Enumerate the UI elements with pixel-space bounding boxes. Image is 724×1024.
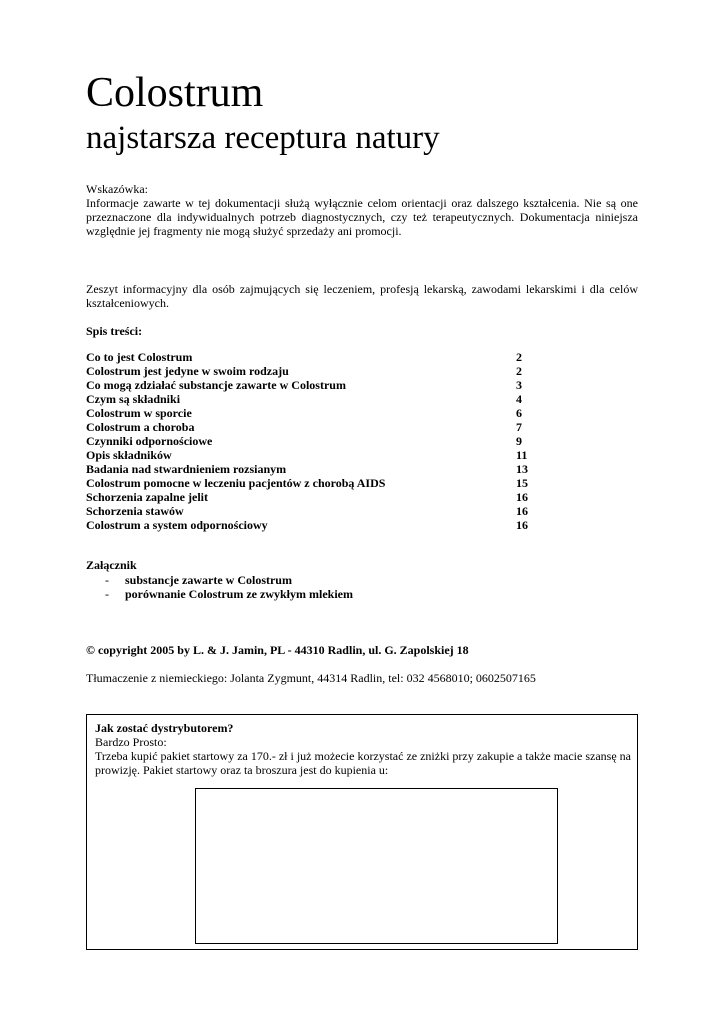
- intro-paragraph: Zeszyt informacyjny dla osób zajmujących się leczeniem, profesją lekarską, zawodami lekarskimi i dla celów kształceniowych.: [86, 282, 638, 310]
- annex-item: [86, 587, 353, 601]
- disclaimer-note: [86, 182, 638, 238]
- toc-item-title: Colostrum w sporcie: [86, 406, 192, 420]
- annex-list: [86, 573, 353, 601]
- annex-item-label: porównanie Colostrum ze zwykłym mlekiem: [125, 587, 353, 601]
- toc-item-page: 2: [516, 364, 522, 378]
- toc-item-page: 16: [516, 518, 528, 532]
- toc-item: [86, 476, 546, 490]
- toc-item-title: Colostrum a choroba: [86, 420, 195, 434]
- bullet-dash: -: [105, 573, 109, 587]
- toc-item-title: Co to jest Colostrum: [86, 350, 193, 364]
- distributor-answer: Bardzo Prosto:: [95, 735, 167, 749]
- toc-item-title: Badania nad stwardnieniem rozsianym: [86, 462, 287, 476]
- distributor-box: [86, 714, 638, 950]
- toc-item-title: Opis składników: [86, 448, 172, 462]
- toc-item: [86, 406, 546, 420]
- toc-item: [86, 350, 546, 364]
- toc-item: [86, 420, 546, 434]
- toc-item-page: 11: [516, 448, 528, 462]
- seller-stamp-area: [195, 788, 558, 944]
- document-page: [86, 68, 638, 685]
- toc-item-page: 9: [516, 434, 522, 448]
- toc-item: [86, 462, 546, 476]
- distributor-description: Trzeba kupić pakiet startowy za 170.- zł i już możecie korzystać ze zniżki przy zakupie a także macie szansę na prowizję. Pakiet startowy oraz ta broszura jest do kupienia u:: [95, 749, 631, 777]
- toc-item: [86, 364, 546, 378]
- toc-item: [86, 504, 546, 518]
- toc-item-page: 16: [516, 490, 528, 504]
- copyright-line: © copyright 2005 by L. & J. Jamin, PL - 44310 Radlin, ul. G. Zapolskiej 18: [86, 643, 469, 657]
- toc-item-title: Schorzenia zapalne jelit: [86, 490, 208, 504]
- toc-item: [86, 378, 546, 392]
- note-text: Informacje zawarte w tej dokumentacji służą wyłącznie celom orientacji oraz dalszego kształcenia. Nie są one przeznaczone dla indywidualnych potrzeb diagnostycznych, czy też terapeutycznych. Dokumentacja niniejsza względnie jej fragmenty nie mogą służyć sprzedaży ani promocji.: [86, 196, 638, 238]
- toc-heading: Spis treści:: [86, 324, 143, 338]
- toc-item-title: Colostrum jest jedyne w swoim rodzaju: [86, 364, 289, 378]
- annex-item-label: substancje zawarte w Colostrum: [125, 573, 292, 587]
- toc-item: [86, 518, 546, 532]
- toc-item-title: Colostrum a system odpornościowy: [86, 518, 268, 532]
- toc-item-title: Czym są składniki: [86, 392, 181, 406]
- toc-item-title: Schorzenia stawów: [86, 504, 184, 518]
- toc-item: [86, 490, 546, 504]
- note-label: Wskazówka:: [86, 182, 148, 196]
- table-of-contents: [86, 350, 546, 532]
- toc-item-title: Colostrum pomocne w leczeniu pacjentów z chorobą AIDS: [86, 476, 386, 490]
- toc-item-title: Co mogą zdziałać substancje zawarte w Colostrum: [86, 378, 346, 392]
- toc-item-page: 2: [516, 350, 522, 364]
- toc-item-page: 3: [516, 378, 522, 392]
- toc-item-title: Czynniki odpornościowe: [86, 434, 213, 448]
- bullet-dash: -: [105, 587, 109, 601]
- toc-item-page: 7: [516, 420, 522, 434]
- annex-item: [86, 573, 353, 587]
- toc-item-page: 6: [516, 406, 522, 420]
- page-subtitle: najstarsza receptura natury: [86, 120, 440, 156]
- toc-item-page: 15: [516, 476, 528, 490]
- distributor-question: Jak zostać dystrybutorem?: [95, 721, 234, 735]
- toc-item: [86, 448, 546, 462]
- distributor-text-block: [95, 721, 631, 777]
- translation-credit: Tłumaczenie z niemieckiego: Jolanta Zygmunt, 44314 Radlin, tel: 032 4568010; 0602507165: [86, 671, 536, 685]
- toc-item-page: 4: [516, 392, 522, 406]
- annex-heading: Załącznik: [86, 558, 137, 572]
- toc-item: [86, 392, 546, 406]
- toc-item: [86, 434, 546, 448]
- page-title: Colostrum: [86, 70, 264, 116]
- toc-item-page: 16: [516, 504, 528, 518]
- toc-item-page: 13: [516, 462, 528, 476]
